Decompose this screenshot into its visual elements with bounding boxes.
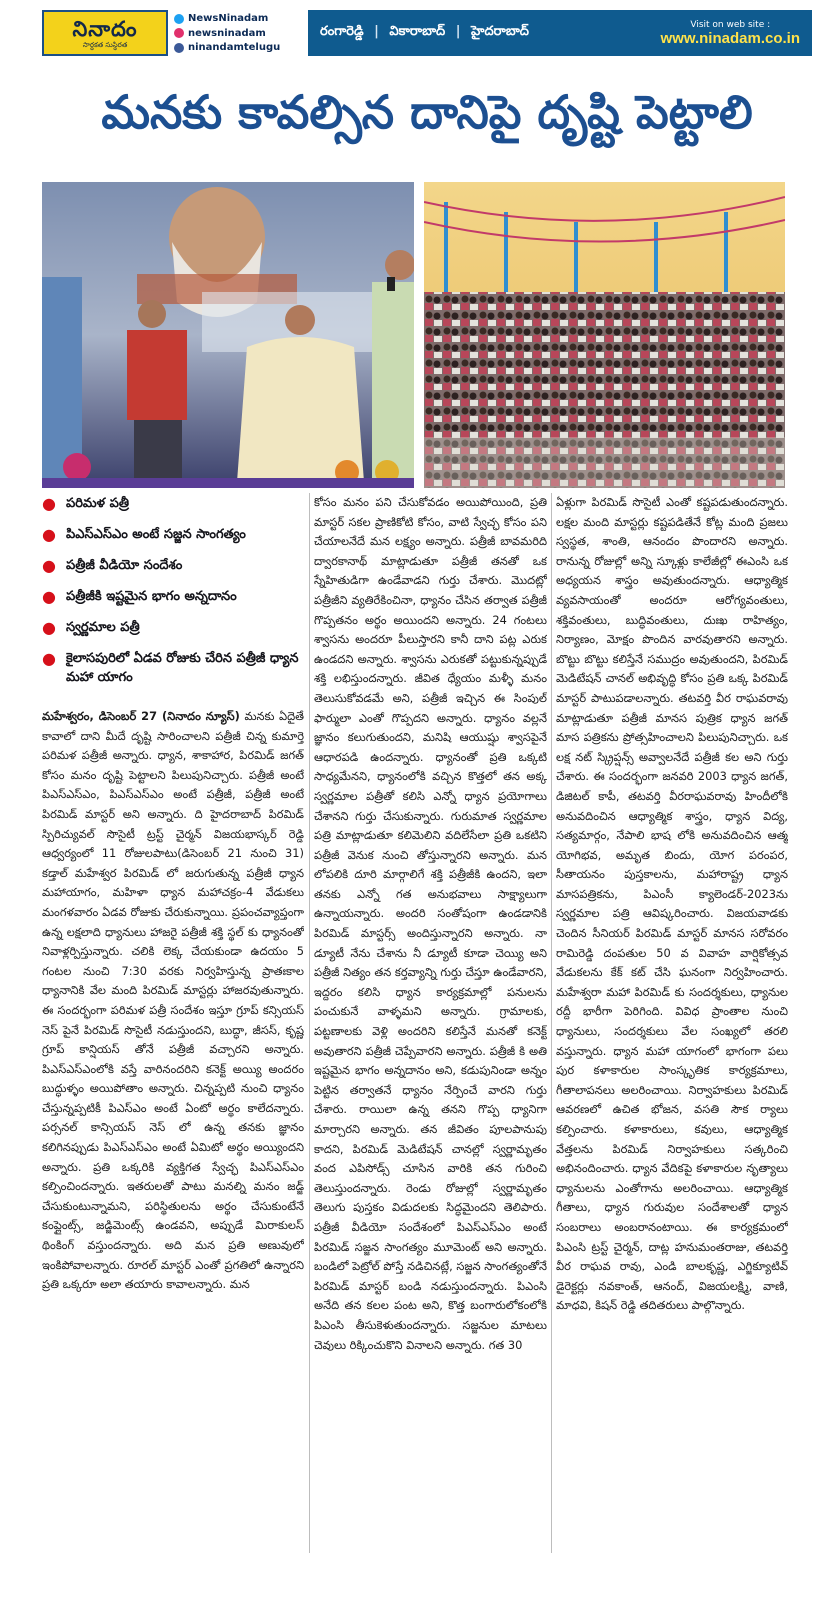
- bullet-text: పత్రీజీకి ఇష్టమైన భాగం అన్నదానం: [65, 589, 237, 604]
- twitter-icon: [174, 14, 184, 24]
- bullet-icon: ●: [42, 649, 56, 668]
- bullet-text: పిఎస్ఎస్ఎం అంటే సజ్జన సాంగత్యం: [65, 527, 246, 542]
- social-handle: ninandamtelugu: [188, 42, 281, 53]
- article-body-1: మనకు ఏదైతే కావాలో దాని మీదే దృష్టి సారించాలని పత్రీజీ చిన్న కుమార్తె పరిమళ పత్రీజీ అన్నారు. ధ్యాన, శాకాహార, పిరమిడ్ జగత్ కోసం మనం దృష్టి పెట్టాలని పిలుపునిచ్చారు. పత్రీజీ అంటే పిఎస్ఎస్ఎం, పిఎస్ఎస్ఎం అంటే పత్రీజీ, పత్రీజీ అంటే పిరమిడ్ మాస్టర్ అని అన్నారు. ది హైదరాబాద్ పిరమిడ్ స్పిరిచ్యువల్ సొసైటీ ట్రస్ట్ చైర్మన్ విజయభాస్కర్ రెడ్డి ఆధ్వర్యంలో 11 రోజులపాటు(డిసెంబర్ 21 నుంచి 31) కడ్తాల్ మహేశ్వర పిరమిడ్ లో జరుగుతున్న పత్రీజీ ధ్యాన మహాయాగం, మహిళా ధ్యాన మహాచక్రం-4 వేడుకలు మంగళవారం ఏడవ రోజుకు చేరుకున్నాయి. ప్రపంచవ్యాప్తంగా ఉన్న లక్షలాది ధ్యానులు హాజరై పత్రీజీ శక్తి స్థల్ కు ధ్యానంతో నివాళ్లర్పిస్తున్నారు. చలికి లెక్క చేయకుండా ఉదయం 5 గంటల నుంచి 7:30 వరకు నిర్వహిస్తున్న ప్రాతఃకాల ధ్యానానికి వేల మంది పిరమిడ్ మాస్టర్లు హాజరవుతున్నారు. ఈ సందర్భంగా పరిమళ పత్రీ సందేశం ఇస్తూ గ్రూప్ కన్సియస్ నెస్ పైనే పిరమిడ్ సొసైటీ నడుస్తుందని, బుద్ధా, జీసస్, కృష్ణ గ్రూప్ కాన్షియస్ తోనే పత్రీజీ వచ్చారని అన్నారు. పిఎస్ఎస్ఎంలోకి వస్తే వారినందరిని కనెక్ట్ అయ్యి అందరం బుద్ధుళ్ళం అయిపోతాం అన్నారు. చిన్నప్పటి నుంచి ధ్యానం చేస్తున్నప్పటికీ పిఎస్ఎం అంటే ఏంటో అర్థం కాలేదన్నారు. పర్సనల్ కాన్సియస్ నెస్ లో ఉన్న తనకు జ్ఞానం కలిగినప్పుడు పిఎస్ఎస్ఎం అంటే ఏమిటో అర్థం అయ్యిందని అన్నారు. ప్రతి ఒక్కరికి వ్యక్తిగత స్వేచ్ఛ పిఎస్ఎస్ఎం కల్పించిందన్నారు. ఇతరులతో పాటు మనల్ని మనం జడ్జ్ చేసుకుంటున్నామని, పరిస్థితులను అర్థం చేసుకుంటేనే కంప్లైంట్స్, జడ్జిమెంట్స్ ఉండవని, అప్పుడే మిరాకులస్ థింకింగ్ వస్తుందన్నారు. అది మన ప్రతి అణువులో ఇంకిపోవాలన్నారు. రూరల్ మాస్టర్ ఎంతో ప్రగతిలో ఉన్నారని ప్రతి ఒక్కరూ అలా తయారు కావాలన్నారు. మన: [42, 709, 304, 1292]
- social-handles: [168, 10, 308, 56]
- region-separator: |: [374, 24, 379, 39]
- instagram-icon: [174, 28, 184, 38]
- bullet-icon: ●: [42, 587, 56, 606]
- list-item: [42, 494, 312, 513]
- region-item: వికారాబాద్: [389, 24, 446, 39]
- column-divider: [309, 493, 310, 1553]
- stage-event-photo: [42, 182, 414, 488]
- article-body-3: ఏళ్లుగా పిరమిడ్ సొసైటీ ఎంతో కష్టపడుతుందన్నారు. లక్షల మంది మాస్టర్లు కష్టపడితేనే కోట్ల మంది ప్రజలు స్వస్థత, శాంతి, ఆనందం పొందారని అన్నారు. రానున్న రోజుల్లో అన్ని స్కూళ్లు కాలేజీల్లో ఈఎంసి ఒక అధ్యయన శాస్త్రం అవుతుందన్నారు. ఆధ్యాత్మిక వ్యవసాయంతో అందరూ ఆరోగ్యవంతులు, శక్తివంతులు, బుద్ధివంతులు, దుఃఖ రాహిత్యం, నిర్యాణం, మోక్షం పొందిన వారవుతారని అన్నారు. బొట్టు బొట్టు కలిస్తేనే సముద్రం అవుతుందని, పిరమిడ్ మెడిటేషన్ చానల్ అభివృద్ధి కోసం ప్రతి ఒక్క పిరమిడ్ మాస్టర్ పాటుపడాలన్నారు. తటవర్తి వీర రాఘవరావు మాట్లాడుతూ పత్రీజీ మానస పుత్రిక ధ్యాన జగత్ మాస పత్రికను ప్రోత్సహించాలని పిలుపునిచ్చారు. ఒక లక్ష నట్ స్క్రిప్షన్స్ అవ్వాలనేదే పత్రీజీ కల అని గుర్తు చేశారు. ఈ సందర్భంగా జనవరి 2003 ధ్యాన జగత్, డిజిటల్ కాపీ, తటవర్తి వీరరాఘవరావు హిందీలోకి అనువదించిన ఆధ్యాత్మిక శాస్త్రం, ధ్యాన విద్య, సత్యమార్గం, నేపాలి భాష లోకి అనువదించిన ఆత్మ యోగిభవ, అమృత బిందు, యోగ పరంపర, సీతాయనం పుస్తకాలను, మహారాష్ట్ర ధ్యాన మాసపత్రికను, పిఎంసీ క్యాలెండర్-2023ను స్వర్ణమాల పత్రి ఆవిష్కరించారు. విజయవాడకు చెందిన సీనియర్ పిరమిడ్ మాస్టర్ మానస సరోవరం రామిరెడ్డి దంపతుల 50 వ వివాహ వార్షికోత్సవ వేడుకలను కేక్ కట్ చేసి ఘనంగా నిర్వహించారు. మహేశ్వరా మహా పిరమిడ్ కు సందర్శకులు, ధ్యానుల రద్దీ భారీగా పెరిగింది. వివిధ ప్రాంతాల నుంచి ధ్యానులు, సందర్శకులు వేల సంఖ్యలో తరలి వస్తున్నారు. ధ్యాన మహా యాగంలో భాగంగా పలు పుర కళాకారుల సాంస్కృతిక కార్యక్రమాలు, గీతాలాపనలు అలరించాయి. నిర్వాహకులు పిరమిడ్ ఆవరణలో ఉచిత భోజన, వసతి సౌక ర్యాలు కల్పించారు. కళాకారులు, కవులు, ఆధ్యాత్మిక వేత్తలను పిరమిడ్ నిర్వాహకులు సత్కరించి అభినందించారు. ధ్యాన వేదికపై కళాకారుల నృత్యాలు ధ్యానులను ఎంతోగాను అలరించాయి. ఆధ్యాత్మిక గీతాలు, ధ్యాన గురువుల సందేశాలతో ధ్యాన సంబరాలు అంబరానంటాయి. ఈ కార్యక్రమంలో పిఎంసి ట్రస్ట్ చైర్మన్, దాట్ల హనుమంతరాజు, తటవర్తి వీర రాఘవ రావు, ఎండి బాలకృష్ణ, ఎగ్జిక్యూటివ్ డైరెక్టర్లు నవకాంత్, ఆనంద్, విజయలక్ష్మి, వాణి, మాధవి, కిషన్ రెడ్డి తదితరులు పాల్గొన్నారు.: [556, 495, 788, 1313]
- stage-photo-illustration: [42, 182, 414, 488]
- masthead: [42, 10, 812, 56]
- list-item: [42, 649, 312, 687]
- bullet-text: పరిమళ పత్రీ: [65, 496, 129, 511]
- column-divider: [551, 493, 552, 1553]
- list-item: [42, 556, 312, 575]
- bullet-icon: ●: [42, 525, 56, 544]
- social-handle: newsninadam: [188, 27, 266, 39]
- list-item: [42, 587, 312, 606]
- region-list: [320, 24, 535, 42]
- region-item: హైదరాబాద్: [471, 24, 529, 39]
- newspaper-logo[interactable]: [42, 10, 168, 56]
- article-column-3: [556, 493, 788, 1553]
- logo-tagline: సార్థకత సుస్థిరత: [82, 40, 128, 49]
- social-item-instagram[interactable]: [174, 28, 302, 39]
- article-column-1: [42, 707, 304, 1553]
- website-link[interactable]: www.ninadam.co.in: [660, 29, 800, 47]
- header-band: [308, 10, 812, 56]
- bullet-text: కైలాసపురిలో ఏడవ రోజుకు చేరిన పత్రీజీ ధ్యాన మహా యాగం: [65, 651, 299, 685]
- website-block: [661, 20, 800, 47]
- bullet-text: స్వర్ణమాల పత్రీ: [65, 620, 140, 635]
- facebook-icon: [174, 43, 184, 53]
- article-column-2: [314, 493, 547, 1553]
- audience-photo: [424, 182, 785, 488]
- article-body-2: కోసం మనం పని చేసుకోవడం అయిపోయింది, ప్రతి మాస్టర్ సకల ప్రాణికోటి కోసం, వాటి స్వేచ్ఛ కోసం పని చేయాలనేదే మన లక్ష్యం అన్నారు. పత్రీజీ బావమరిది ద్వారకానాథ్ మాట్లాడుతూ పత్రీజీ తనతో ఒక స్నేహితుడిగా ఉండేవాడని గుర్తు చేశారు. మొదట్లో పత్రీజీని వ్యతిరేకించినా, ధ్యానం చేసిన తర్వాత పత్రీజీ గొప్పతనం అర్థం అయిందని అన్నారు. 24 గంటలు శ్వాసను అందరూ పీలుస్తారని కానీ దాని పట్ల ఎరుక ఉండదని అన్నారు. శ్వాసను ఎరుకతో పట్టుకున్నప్పుడే శక్తి లభిస్తుందన్నారు. జీవిత ధ్యేయం మళ్ళీ మనం తెలుసుకోవడమే అని, పత్రీజీ ఇచ్చిన ఈ సింపుల్ ఫార్ములా ఎంతో గొప్పదని అన్నారు. ధ్యానం వల్లనే జ్ఞానం కలుగుతుందని, మనిషి ఆయుష్షు శ్వాసపైనే ఆధారపడి ఉందన్నారు. ధ్యానంతో ప్రతి ఒక్కటి సాధ్యమేనని, ధ్యానంలోకి వచ్చిన కొత్తలో తన అక్క స్వర్ణమాల పత్రీతో కలిసి ఎన్నో ధ్యాన ప్రయోగాలు చేశానని గుర్తు చేసుకున్నారు. గురుమాత స్వర్ణమాల పత్రి మాట్లాడుతూ కలిమెలిని వదిలేసేలా ప్రతి ఒకటిని పత్రీజీ వెనుక నుంచి తోస్తున్నారని అన్నారు. మన లోపలికి దూరి మార్గాలిగే శక్తి పత్రీజీకి ఉందని, ఇలా తనకు ఎన్నో గత అనుభవాలు సాక్ష్యాలుగా ఉన్నాయన్నారు. అందరి సంతోషంగా ఉండడానికి పిరమిడ్ మాస్టర్స్ అందిస్తున్నారని అన్నారు. నా డ్యూటీ నేను చేశాను నీ డ్యూటీ కూడా చెయ్యి అని పత్రీజీ నిత్యం తన కర్తవ్యాన్ని గుర్తు చేస్తూ ఉండేవారని, ఇద్దరం కలిసి ధ్యాన కార్యక్రమాల్లో పనులను పంచుకునే వాళ్ళమని అన్నారు. గ్రామాలకు, పట్టణాలకు వెళ్లి అందరిని కలిస్తేనే మనతో కనెక్ట్ అవుతారని పత్రీజీ చెప్పేవారని అన్నారు. పత్రీజీ కి అతి ఇష్టమైన భాగం అన్నదానం అని, కడుపునిండా అన్నం పెట్టిన తర్వాతనే ధ్యానం నేర్పించే వారని గుర్తు చేశారు. రాయిలా ఉన్న తనని గొప్ప ధ్యానిగా మార్చారని అన్నారు. తన జీవితం పూలపానుపు కాదని, పిరమిడ్ మెడిటేషన్ చానల్లో స్వర్ణామృతం వంద ఎపిసోడ్స్ చూసిన వారికి తన గురించి తెలుస్తుందన్నారు. రెండు రోజుల్లో స్వర్ణామృతం తెలుగు పుస్తకం విడుదలకు సిద్ధమైందని తెలిపారు. పత్రీజీ వీడియో సందేశంలో పిఎస్ఎస్ఎం అంటే పిరమిడ్ సజ్జన సాంగత్యం మూమెంట్ అని అన్నారు. బండిలో పెట్రోల్ పోస్తే నడిచినట్లే, సజ్జన సాంగత్యంతోనే పిరమిడ్ మాస్టర్ బండి నడుస్తుందన్నారు. పిఎంసి అనేది తన కలల పంట అని, కొత్త బంగారులోకంలోకి పిఎంసి తీసుకెళుతుందన్నారు. సజ్జనుల మాటలు చెవులు రిక్కించుకొని వినాలని అన్నారు. గత 30: [314, 495, 547, 1352]
- logo-text: నినాదం: [72, 16, 138, 41]
- region-item: రంగారెడ్డి: [320, 24, 364, 39]
- visit-label: Visit on web site :: [690, 19, 771, 30]
- region-separator: |: [455, 24, 461, 39]
- article-dateline: మహేశ్వరం, డిసెంబర్ 27 (నినాదం న్యూస్): [42, 709, 240, 723]
- list-item: [42, 525, 312, 544]
- social-item-facebook[interactable]: [174, 42, 302, 53]
- bullet-icon: ●: [42, 494, 56, 513]
- bullet-icon: ●: [42, 556, 56, 575]
- social-handle: NewsNinadam: [188, 13, 269, 24]
- list-item: [42, 618, 312, 637]
- bullet-icon: ●: [42, 618, 56, 637]
- article-headline: మనకు కావల్సిన దానిపై దృష్టి పెట్టాలి: [101, 85, 753, 139]
- social-item-twitter[interactable]: [174, 13, 302, 24]
- audience-photo-illustration: [424, 182, 785, 488]
- highlight-bullets: [42, 494, 312, 699]
- bullet-text: పత్రీజీ వీడియో సందేశం: [65, 558, 183, 573]
